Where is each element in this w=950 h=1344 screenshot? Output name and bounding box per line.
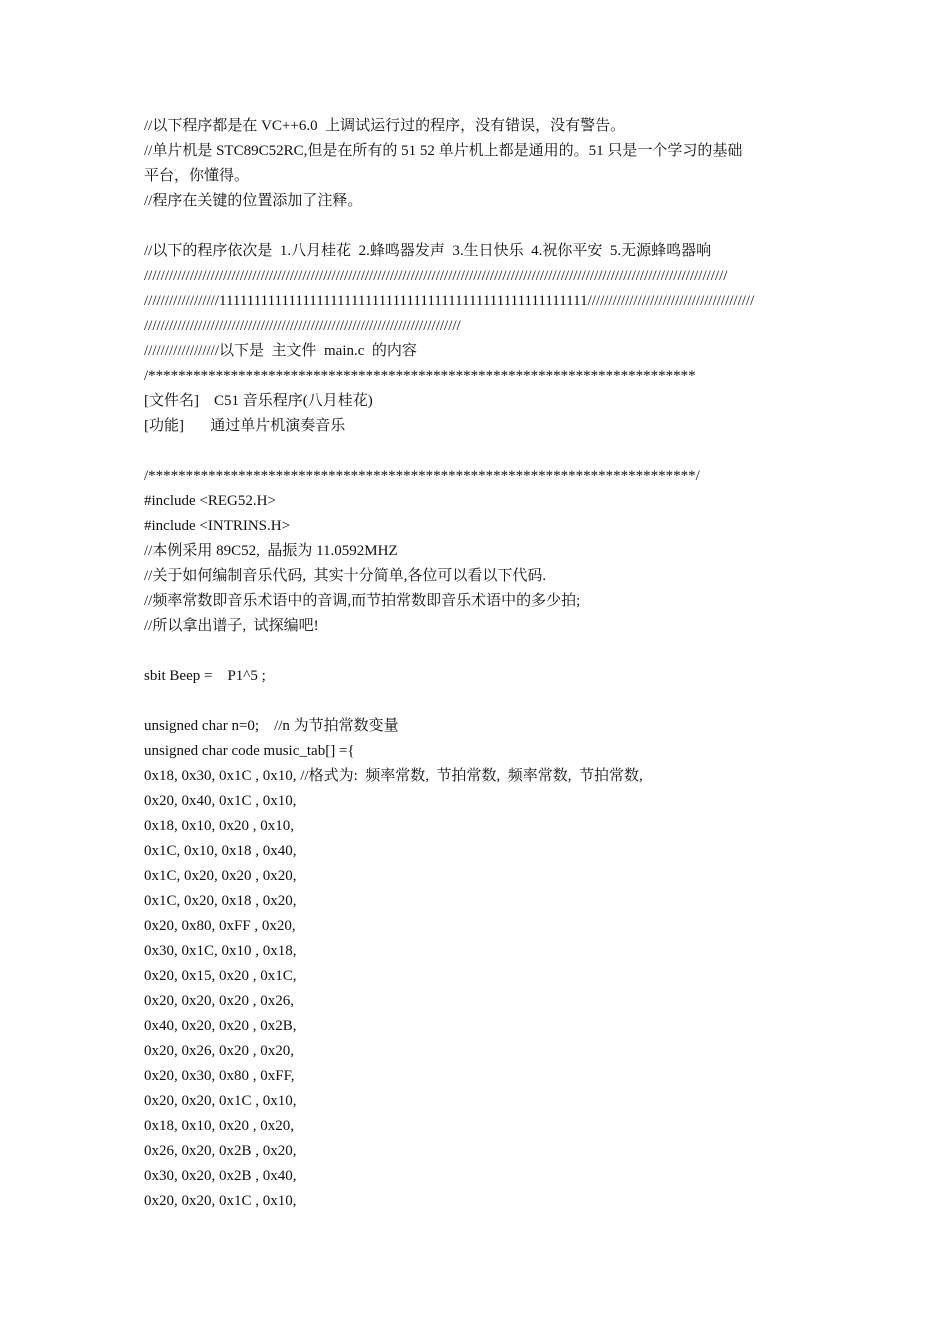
code-line: 0x20, 0x15, 0x20 , 0x1C, (144, 968, 297, 984)
code-line: 0x20, 0x20, 0x20 , 0x26, (144, 993, 294, 1009)
code-line: 0x26, 0x20, 0x2B , 0x20, (144, 1143, 297, 1159)
text-line: //程序在关键的位置添加了注释。 (144, 193, 363, 209)
code-line: 0x18, 0x10, 0x20 , 0x20, (144, 1118, 294, 1134)
code-line: 0x1C, 0x10, 0x18 , 0x40, (144, 843, 297, 859)
code-line: unsigned char code music_tab[] ={ (144, 743, 355, 759)
text-line: //单片机是 STC89C52RC,但是在所有的 51 52 单片机上都是通用的。51 只是一个学习的基础 (144, 143, 743, 159)
text-line: 平台，你懂得。 (144, 168, 250, 184)
code-line: 0x30, 0x20, 0x2B , 0x40, (144, 1168, 297, 1184)
document-body (144, 114, 816, 1214)
comment-border: /************************************************************************* (144, 368, 696, 384)
blank-line (144, 689, 816, 714)
separator-line: //////////////////11111111111111111111111111111111111111111111111111111//////////////////////////////////////// (144, 293, 755, 309)
code-line: #include <INTRINS.H> (144, 518, 291, 534)
code-line: 0x18, 0x10, 0x20 , 0x10, (144, 818, 294, 834)
code-line: #include <REG52.H> (144, 493, 276, 509)
comment-line: //关于如何编制音乐代码, 其实十分简单,各位可以看以下代码. (144, 568, 547, 584)
text-line: //////////////////以下是 主文件 main.c 的内容 (144, 343, 417, 359)
code-line: 0x30, 0x1C, 0x10 , 0x18, (144, 943, 297, 959)
blank-line (144, 439, 816, 464)
comment-line: //本例采用 89C52, 晶振为 11.0592MHZ (144, 543, 398, 559)
code-line: 0x20, 0x20, 0x1C , 0x10, (144, 1093, 297, 1109)
code-line: 0x1C, 0x20, 0x18 , 0x20, (144, 893, 297, 909)
blank-line (144, 214, 816, 239)
code-line: 0x20, 0x20, 0x1C , 0x10, (144, 1193, 297, 1209)
code-line: 0x18, 0x30, 0x1C , 0x10, //格式为: 频率常数, 节拍常数, 频率常数, 节拍常数, (144, 768, 643, 784)
code-line: 0x20, 0x40, 0x1C , 0x10, (144, 793, 297, 809)
comment-line: //频率常数即音乐术语中的音调,而节拍常数即音乐术语中的多少拍; (144, 593, 581, 609)
text-line: //以下的程序依次是 1.八月桂花 2.蜂鸣器发声 3.生日快乐 4.祝你平安 5.无源蜂鸣器响 (144, 243, 712, 259)
code-line: 0x1C, 0x20, 0x20 , 0x20, (144, 868, 297, 884)
comment-border: /*************************************************************************/ (144, 468, 700, 484)
code-line: 0x20, 0x26, 0x20 , 0x20, (144, 1043, 294, 1059)
code-line: unsigned char n=0; //n 为节拍常数变量 (144, 718, 399, 734)
blank-line (144, 639, 816, 664)
text-line: [文件名] C51 音乐程序(八月桂花) (144, 393, 373, 409)
code-line: 0x20, 0x30, 0x80 , 0xFF, (144, 1068, 295, 1084)
separator-line: //////////////////////////////////////////////////////////////////////////// (144, 318, 461, 334)
comment-line: //所以拿出谱子, 试探编吧! (144, 618, 319, 634)
code-line: 0x40, 0x20, 0x20 , 0x2B, (144, 1018, 297, 1034)
text-line: //以下程序都是在 VC++6.0 上调试运行过的程序，没有错误，没有警告。 (144, 118, 626, 134)
code-line: 0x20, 0x80, 0xFF , 0x20, (144, 918, 296, 934)
code-line: sbit Beep = P1^5 ; (144, 668, 266, 684)
text-line: [功能] 通过单片机演奏音乐 (144, 418, 346, 434)
separator-line: //////////////////////////////////////////////////////////////////////////////////////////////////////////////////////////////////////////// (144, 268, 728, 284)
